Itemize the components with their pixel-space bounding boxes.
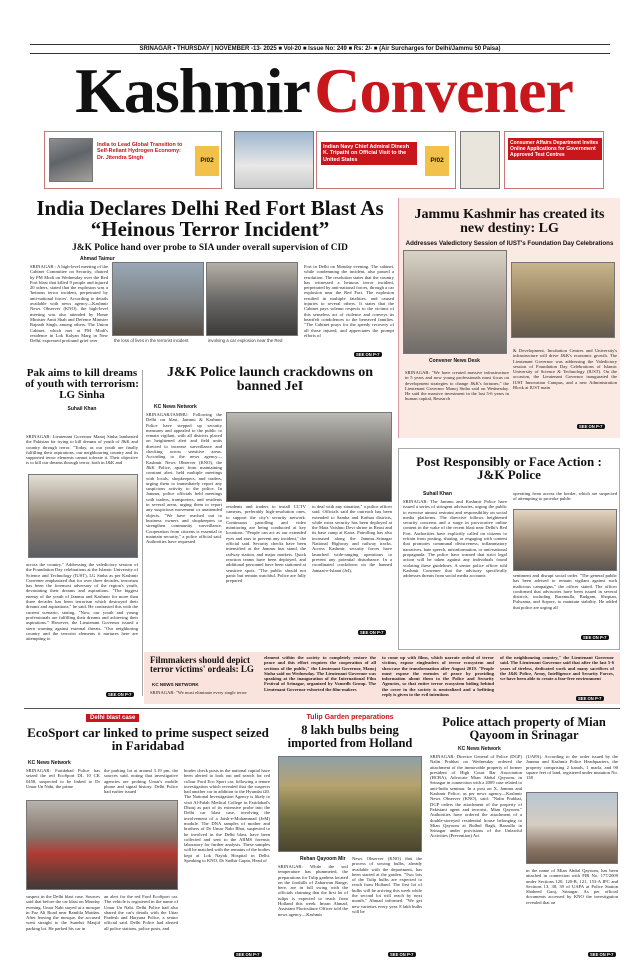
tulip-photo (278, 756, 422, 852)
iust-col2: & Development, Incubation Centres and University's infrastructure will drive J&K's economic growth. The Lieutenant Governor was addressing the Valedictory session of Foundation Day Celebrations of Islamic University of Science & Technology (IUST). On the occasion, the Lieutenant Governor inaugurated the IUST Innovation Campus, and a new Administration Block at IUST main (513, 348, 617, 391)
lead-col1: SRINAGAR : A high-level meeting of the Cabinet Committee on Security, chaired by PM Modi on Wednesday over the Red Fort blast that killed 9 people and injured 20 others, stated that the explosion was a 'heinous terror incident, perpetrated by anti-national forces'. According to details available with news agency—Kashmir News Observer (KNO), the high-level meeting was also attended by Home Minister Amit Shah and Defence Minister Rajnath Singh, among others. The Union Cabinet, which met at PM Modi's residence in Lok Kalyan Marg in New Delhi, expressed profound grief over (30, 264, 108, 344)
tulip-byline: Rehan Qayoom Mir (300, 856, 346, 862)
cid-col2-top: operating from across the border, which are suspected of attempting to provoke public (513, 491, 617, 502)
cid-col2: sentiment and disrupt social order. "The general public has been advised to remain vigilant against such malicious campaigns," the officer stated. The officer confirmed that advisories have been issued in several districts, including Baramulla, Budgam, Shopian, Pulwama, and Sopore, to maintain stability. He added that police are urging all (513, 573, 617, 610)
tulip-see-more[interactable]: SEE ON P-7 (390, 952, 414, 957)
teaser-1-photo (49, 138, 93, 182)
jei-story (146, 366, 394, 650)
ecosport-story (24, 712, 272, 962)
lead-photo-2 (206, 262, 298, 336)
tulip-story (276, 712, 424, 962)
cid-col1: SRINAGAR: The Jammu and Kashmir Police have issued a series of stringent advisories, urging the public to exercise utmost restraint and responsibility on social media platforms. The directive follows heightened security concerns and a surge in provocative online content in the wake of the recent blast near Delhi's Red Fort. Authorities have explicitly called on citizens to refrain from posting, sharing, or engaging with content that promotes communal divisiveness, inflammatory narratives, hate speech, misinformation, or anti-national propaganda. The police have warned that strict legal action will be taken against any individuals found violating these guidelines. A senior police officer told Kashmir Convener that the advisory specifically addresses threats from social media accounts (403, 499, 507, 579)
cid-see-more[interactable]: SEE ON P-7 (583, 635, 607, 640)
lead-photo-1 (112, 262, 204, 336)
navy-chief-photo (234, 131, 314, 189)
lead-byline: Ahmad Taimur (80, 256, 115, 262)
iust-see-more[interactable]: SEE ON P-7 (579, 424, 603, 429)
iust-subhead: Addresses Valedictory Session of IUST's Foundation Day Celebrations (405, 239, 614, 247)
cid-photo (513, 509, 617, 571)
ecosport-photo (26, 800, 178, 890)
iust-photo-lg (403, 250, 507, 354)
teaser-1[interactable] (44, 131, 222, 189)
teaser-2-page: P/02 (425, 146, 449, 176)
lead-story (24, 198, 396, 360)
jei-headline[interactable]: J&K Police launch crackdowns on banned JeI (166, 365, 374, 395)
ecosport-headline[interactable]: EcoSport car linked to prime suspect seized in Faridabad (27, 725, 269, 754)
pak-headline[interactable]: Pak aims to kill dreams of youth with terrorism: LG Sinha (25, 367, 139, 402)
masthead-title (44, 56, 604, 126)
qayoom-see-more[interactable]: SEE ON P-7 (590, 952, 614, 957)
teaser-1-text: India to Lead Global Transition to Self-Reliant Hydrogen Economy: Dr. Jitendra Singh (97, 142, 183, 161)
ecosport-byline: KC News Network (28, 760, 71, 766)
tulip-headline[interactable]: 8 lakh bulbs being imported from Holland (287, 723, 413, 750)
qayoom-headline[interactable]: Police attach property of Mian Qayoom in Srinagar (442, 715, 606, 742)
teaser-1-page: P/02 (195, 146, 219, 176)
teaser-3[interactable] (504, 131, 604, 189)
iust-byline: Convener News Desk (429, 358, 480, 364)
pak-photo (28, 474, 138, 558)
film-headline[interactable]: Filmmakers should depict terror victims' ordeals: LG (150, 655, 254, 675)
ecosport-col3: border check posts in the national capital have been alerted to look out and search for red colour Ford Eco Sport car, following a tenure investigation which revealed that the suspects had another car in addition to the Hyundai i20. The National Investigation Agency is likely to visit Al-Falah Medical College in Faridabad's Dhouj as part of its extensive probe into the Delhi car blast case, involving the involvement of a Jaish-e-Mohammad (JeM) module. The DNA samples of mother and brothers of Dr Umar Nabi Bhat, suspected to be involved in the Delhi blast, have been collected and sent to the AIIMS forensic laboratory for further analysis. These samples will be matched with the remains of the bodies kept at Lok Nayak Hospital in Delhi. Speaking to KNO, Dr Sudhir Gupta, Head of (184, 768, 270, 864)
teaser-strip (44, 129, 604, 191)
qayoom-story (428, 712, 620, 962)
title-kashmir: Kashmir (75, 55, 310, 126)
lead-see-more[interactable]: SEE ON P-7 (356, 352, 380, 357)
dateline: SRINAGAR • THURSDAY | NOVEMBER -13- 2025 ■ Vol-20 ■ Issue No: 249 ■ Rs: 2/- ■ (Air Surcharges for Delhi/Jammu 50 Paisa) (139, 46, 501, 52)
film-byline: KC NEWS NETWORK (152, 682, 199, 687)
film-col3: to come up with films, which narrate ordeal of terror victims, expose ringleaders of terror ecosystem and showcase the transformation after August 2019. "People must expose the enemies of peace by providing information about them to the Police and Security Agencies, so that entire terror ecosystem hiding behind the cover in the society is neutralized and a befitting reply is given to the evil intentions (382, 655, 494, 698)
section-rule (24, 708, 620, 709)
tulip-kicker: Tulip Garden preparations (306, 714, 394, 721)
tulip-col1: SRINAGAR: While the soil temperature has plummeted, the preparations for Tulip gardens located on the foothills of Zabarwan Range, here, are in full swing with the officials claiming that the first lot of tulips is expected to reach from Holland this week. Imran Ahmad, Assistant Floriculture Officer told the news agency—Kashmir (278, 864, 348, 917)
film-see-more[interactable]: SEE ON P-7 (578, 696, 602, 701)
lead-subhead: J&K Police hand over probe to SIA under overall supervision of CID (72, 242, 348, 253)
iust-col1: SRINAGAR: "We have created massive infrastructure in 5 years and now young professionals must focus on development strategies to change J&K's fortunes," the Lieutenant Governor Manoj Sinha said on Wednesday. He said the massive investment in the last 5-6 years in human capital, Research (405, 370, 509, 402)
lead-headline[interactable]: India Declares Delhi Red Fort Blast As “Heinous Terror Incident” (36, 196, 384, 242)
film-col4: of the neighbouring country," the Lieutenant Governor said. The Lieutenant Governor said that after the last 5-6 years of tireless, dedicated work and many sacrifices of the J&K Police, Army, Intelligence and Security Forces, we have been able to create a fear-free environment (500, 655, 614, 682)
teaser-2-text: Indian Navy Chief Admiral Dinesh K. Tripathi on Official Visit to the United States (321, 142, 417, 165)
teaser-2[interactable] (316, 131, 456, 189)
ecosport-col1b: suspect in the Delhi blast case. Sources said that before the car blast on Monday evening, Umar Nabi stayed at a mosque in Faz Ali Road near Ramlila Maidan. After leaving the mosque, the accused went straight to the Sunehri Masjid parking lot. He parked his car in (26, 894, 100, 931)
cid-story (398, 448, 620, 650)
jei-byline: KC News Network (154, 404, 197, 410)
pak-see-more[interactable]: SEE ON P-7 (108, 692, 132, 697)
film-story (144, 652, 620, 704)
film-col2: element within the society to completely restore the peace and this effort requires the cooperation of all sections of the public," the Lieutenant Governor, Manoj Sinha said on Wednesday. The Lieutenant Governor was speaking at the inauguration of the International Film Festival of Srinagar, organized by Vomedh Group. The Lieutenant Governor exhorted the film-makers (264, 655, 376, 692)
lead-caption-1: the loss of lives in the terrorist incident (114, 338, 189, 343)
cid-byline: Suhail Khan (423, 491, 452, 497)
qayoom-byline: KC News Network (458, 746, 501, 752)
ecosport-see-more[interactable]: SEE ON P-7 (236, 952, 260, 957)
pak-story (24, 368, 140, 700)
pak-byline: Suhail Khan (67, 405, 97, 412)
ecosport-kicker: Delhi blast case (86, 714, 139, 722)
jei-see-more[interactable]: SEE ON P-7 (360, 630, 384, 635)
iust-photo-sm (511, 262, 615, 338)
divider-vertical-1 (142, 370, 143, 696)
qayoom-col2b: in the name of Mian Abdul Qayoom, has been attached in connection with FIR No. 177/2009 under Sections 120, 120-B, 121, 153-A IPC and Sections 13, 38, 39 of UAPA at Police Station Shaheed Gunj, Srinagar. As per official documents accessed by KNO the investigation revealed that on (526, 868, 618, 905)
jei-photo (226, 412, 392, 502)
pak-body: across the country." Addressing the valedictory session of the Foundation Day celebrations at the Islamic University of Science and Technology (IUST), LG Sinha as per Kashmir Convener emphasized that for over three decades, terrorism has been the foremost adversary of the region's youth, devastating their dreams and aspirations. "The biggest enemy of the youth of Jammu and Kashmir for more than three decades has been terrorism which destroyed their dreams and aspirations," he said. He contrasted this with the current scenario, stating, "Now, our youth and young professionals are fulfilling their dreams and achieving their aspirations." However, the Lieutenant Governor issued a stern warning against external threats. "Our neighboring country and the terrorist elements it nurtures here are attempting to (26, 562, 138, 642)
ecosport-col2b: an alert for the red Ford EcoSport car. The vehicle is registered in the name of Umar Un Nabi. Delhi Police had also shared the car's details with the Uttar Pradesh and Haryana Police, a senior official said. Delhi Police had alerted all police stations, police posts, and (104, 894, 178, 931)
lead-col2: Fort in Delhi on Monday evening. The cabinet, while condemning the incident, also passed a resolution. The resolution states that the country has witnessed a heinous terror incident, perpetrated by anti-national forces, through a car explosion near the Red Fort. The explosion resulted in multiple fatalities, and caused injuries to several others. It states that the Cabinet pays solemn respects to the victims of this senseless act of violence and conveys its heartfelt condolences to the bereaved families. "The Cabinet prays for the speedy recovery of all those injured, and appreciates the prompt efforts of (304, 264, 394, 338)
tulip-col2: News Observer (KNO) that the process of sowing bulbs, already available with the department, has been started at the garden. "Two lots of the Tulip bulbs are expected to reach from Holland. The first lot of bulbs will be arriving this week while the second lot will reach by next month," Ahmad informed. "We get new varieties every year. 8 lakh bulbs will be (352, 856, 422, 914)
film-intro: SRINAGAR: "We must eliminate every single terror (150, 690, 247, 695)
pak-intro: SRINAGAR: Lieutenant Governor Manoj Sinha lambasted the Pakistan for trying to kill dreams of youth of J&K and country through terror. "Today, as our youth are finally fulfilling their aspirations, our neighbouring country and its supported terror elements cannot tolerate it. Their objective is to kill our dreams through terror, both in J&K and (26, 434, 138, 466)
jei-col1: SRINAGAR/JAMMU: Following the Delhi car blast, Jammu & Kashmir Police have stepped up security measures and appealed to the public to remain vigilant, with all districts placed on heightened alert and field units directed to increase surveillance and checking across sensitive areas. According to the news agency—Kashmir News Observer (KNO), the J&K Police, apart from maintaining constant alert, held multiple meetings with locals, shopkeepers, and traders, urging them to immediately report any suspicious activity to the police. In Jammu, police officials held meetings with traders, transporters, and residents in several areas, urging them to report any suspicious movement or unattended objects. "We have reached out to business owners and shopkeepers to strengthen community surveillance. Cooperation from citizens is essential to maintain security," a police official said. Authorities have requested (146, 412, 222, 545)
lead-caption-2: involving a car explosion near the Red (208, 338, 283, 343)
iust-story (398, 198, 620, 438)
qayoom-photo (526, 792, 618, 864)
consumer-affairs-photo (460, 131, 500, 189)
qayoom-col2: (UAPA). According to the order issued by the Jammu and Kashmir Police Headquarters, the property comprising 2 kanals, 1 marla, and 90 square feet of land, registered under mutation No. 138 (526, 754, 618, 781)
iust-headline[interactable]: Jammu Kashmir has created its new destiny: LG (414, 207, 605, 237)
dateline-bar (30, 44, 610, 54)
jei-col3: to deal with any situation," a police officer said. Officials said the outreach has been extended to Samba and Kathua districts, while extra security has been deployed at the Mata Vaishno Devi shrine in Reasi and its base camp at Katra. Patrolling has also increased along the Jammu–Srinagar National Highway and railway tracks. Across Kashmir, security forces have launched wide-ranging operations to prevent any potential disturbance. In a coordinated crackdown on the banned Jamaat-e-Islami (JeI), (312, 504, 392, 573)
title-convener: Convener (314, 55, 573, 126)
cid-headline[interactable]: Post Responsibly or Face Action : J&K Police (416, 454, 602, 483)
qayoom-col1: SRINAGAR: Director General of Police (DGP) Nalin Prabhat on Wednesday ordered the attachment of the immovable property of former president of High Court Bar Association (HCBA), Advocate Mian Abdul Qayoom, in Srinagar in connection with a 2009 case related to anti-India seminar. In a post on X, Jammu and Kashmir Police, as per news agency—Kashmir News Observer (KNO), said: "Nalin Prabhat, DGP orders the attachment of the property of Pakistani agent and terrorist, Mian Qayoom." Authorities have ordered the attachment of a double-storeyed residential house belonging to Mian Qayoom at Bulbul Bagh, Barzulla in Srinagar under provisions of the Unlawful Activities (Prevention) Act (430, 754, 522, 839)
ecosport-col2: the parking lot at around 3.19 pm, the sources said, noting that investigative agencies are probing Umar's mobile phone and signal history. Delhi Police had earlier issued (104, 768, 178, 795)
ecosport-col1: SRINAGAR: Faridabad Police has seized the red EcoSport DL 10 CK 0458, suspected to be linked to Dr Umar Un Nabi, the prime (26, 768, 100, 789)
teaser-3-text: Consumer Affairs Department Invites Online Applications for Government Approved Test Centres (508, 138, 602, 160)
jei-col2: residents and traders to install CCTV cameras, preferably high-resolution ones, to support the city's security network. Continuous patrolling and video monitoring are being conducted at key locations. "People can act as our extended eyes and ears to prevent any incident," the official said. Security checks have been intensified at the Jammu bus stand, the railway station, and major markets. Quick reaction teams have been deployed, and additional personnel have been stationed at sensitive spots. "The public should not panic but remain watchful. Police are fully prepared (226, 504, 306, 584)
